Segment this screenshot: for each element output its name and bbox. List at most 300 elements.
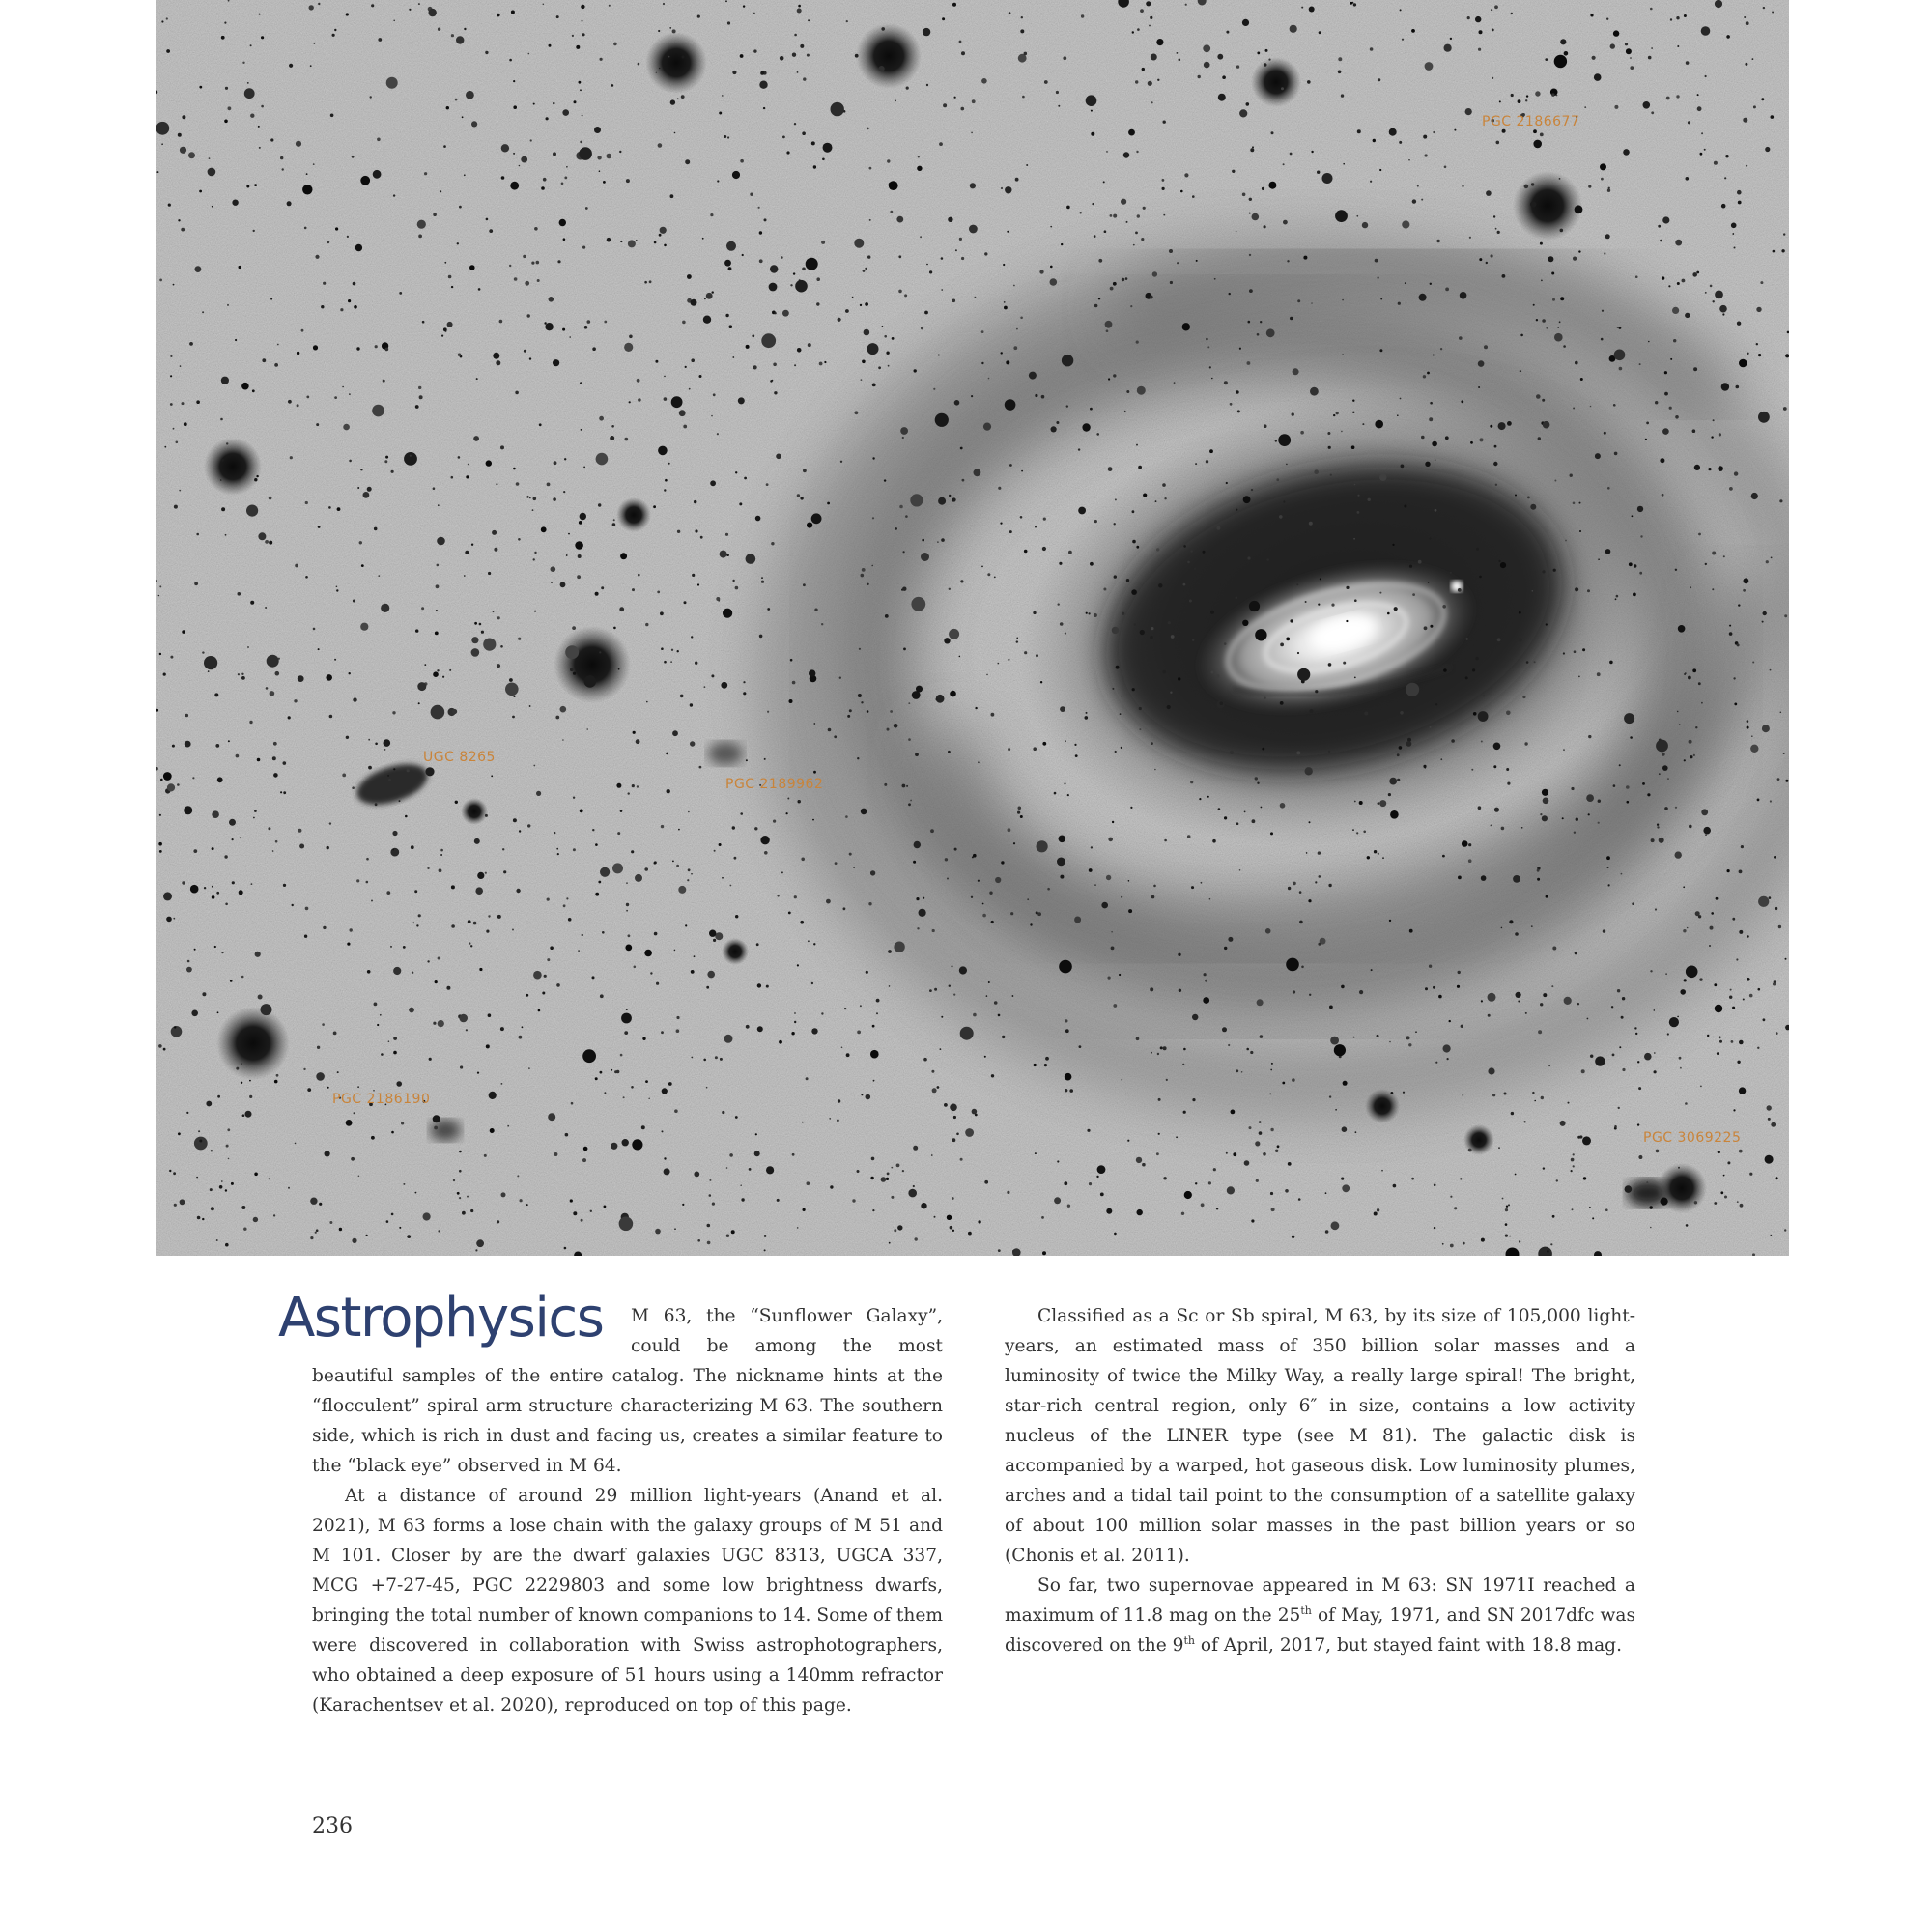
star — [759, 259, 763, 263]
star — [1327, 432, 1330, 435]
star — [1290, 153, 1293, 156]
star — [459, 206, 462, 209]
star — [974, 469, 981, 476]
star — [579, 81, 582, 84]
star — [1435, 509, 1437, 512]
star — [1719, 305, 1727, 313]
star — [1292, 412, 1294, 415]
star — [676, 1016, 679, 1019]
star — [625, 945, 632, 952]
star — [373, 170, 382, 179]
star — [662, 1130, 664, 1132]
star — [500, 445, 504, 449]
star — [227, 1128, 230, 1131]
star — [1378, 802, 1380, 805]
star — [1181, 1212, 1184, 1215]
star — [903, 648, 906, 651]
star — [1018, 807, 1022, 810]
star — [685, 924, 687, 926]
star — [1041, 1216, 1044, 1219]
star — [1236, 231, 1237, 233]
star — [548, 1113, 555, 1121]
star — [872, 1209, 874, 1211]
star — [1399, 746, 1403, 750]
star — [1747, 720, 1749, 723]
star — [1214, 278, 1216, 280]
star — [261, 1004, 272, 1015]
star — [342, 774, 346, 778]
star — [1192, 195, 1195, 198]
star — [1275, 440, 1277, 441]
star — [1715, 291, 1723, 299]
star — [1698, 682, 1701, 685]
star — [433, 671, 439, 677]
star — [486, 1044, 490, 1048]
star — [954, 848, 957, 851]
star — [947, 1215, 952, 1220]
star — [553, 497, 556, 501]
star — [1021, 16, 1023, 18]
star — [553, 359, 559, 366]
star — [579, 147, 592, 160]
star — [1721, 383, 1729, 390]
star — [1758, 896, 1769, 907]
star — [1355, 1131, 1357, 1133]
star — [797, 9, 802, 14]
star — [436, 610, 438, 611]
star — [1633, 593, 1636, 597]
star — [352, 156, 355, 158]
star — [1397, 414, 1399, 416]
star — [249, 1095, 252, 1098]
star — [740, 812, 743, 815]
star — [1156, 39, 1163, 45]
star — [1183, 611, 1186, 614]
star — [1271, 1063, 1273, 1065]
star — [386, 77, 398, 89]
star — [581, 1219, 583, 1222]
page-number: 236 — [312, 1814, 353, 1838]
star — [565, 645, 579, 659]
star — [256, 475, 258, 477]
star — [473, 436, 479, 441]
star — [1151, 895, 1155, 899]
star — [709, 930, 716, 937]
star — [1737, 190, 1742, 195]
star — [1248, 321, 1251, 324]
star — [1695, 911, 1700, 916]
star — [619, 1217, 634, 1232]
star — [1389, 778, 1397, 785]
star — [211, 1150, 213, 1151]
star — [438, 1020, 444, 1027]
star — [1672, 307, 1679, 314]
star — [1486, 262, 1488, 264]
star — [393, 20, 395, 22]
star — [846, 1053, 850, 1057]
star — [1089, 868, 1093, 872]
star — [1524, 742, 1527, 745]
star — [474, 838, 480, 844]
star — [1445, 436, 1449, 440]
star — [1573, 1165, 1575, 1167]
star — [682, 321, 686, 325]
star — [933, 388, 935, 390]
star — [1226, 1152, 1228, 1154]
star — [1774, 856, 1776, 859]
star — [1511, 1112, 1514, 1115]
star — [573, 672, 576, 675]
star — [519, 1036, 523, 1039]
star — [1475, 16, 1481, 22]
star — [401, 1122, 404, 1124]
star — [664, 661, 667, 664]
star — [1106, 1208, 1112, 1214]
star — [1243, 496, 1251, 503]
star — [1216, 674, 1219, 677]
star — [1729, 487, 1733, 491]
star — [1299, 891, 1302, 894]
star — [1758, 412, 1770, 423]
star — [1417, 185, 1419, 187]
star — [1192, 1098, 1195, 1101]
star — [1656, 1150, 1660, 1153]
star — [1731, 223, 1737, 229]
star — [934, 1216, 936, 1218]
star — [1705, 75, 1707, 77]
star — [1419, 294, 1427, 301]
star — [1578, 250, 1580, 252]
star — [415, 405, 419, 409]
star — [170, 403, 173, 406]
star — [261, 105, 264, 108]
star — [1382, 857, 1384, 859]
star — [760, 836, 769, 844]
star — [254, 478, 257, 481]
star — [1434, 1184, 1436, 1187]
star — [1643, 101, 1651, 109]
star — [1711, 436, 1713, 438]
star — [1270, 1192, 1273, 1195]
star — [288, 716, 291, 719]
star — [665, 479, 668, 482]
star — [1675, 807, 1677, 809]
star — [794, 895, 797, 898]
star — [724, 135, 726, 138]
star — [773, 363, 777, 367]
star — [173, 284, 175, 286]
star — [228, 106, 232, 110]
star — [1746, 21, 1749, 25]
star — [1634, 564, 1636, 567]
star — [1122, 612, 1124, 615]
star — [1003, 264, 1005, 266]
star — [829, 1118, 831, 1120]
star — [1164, 497, 1166, 499]
star — [1230, 751, 1234, 754]
star — [1430, 402, 1433, 405]
star — [306, 396, 309, 399]
star — [1665, 973, 1667, 975]
star — [690, 741, 695, 746]
star — [1548, 1065, 1550, 1067]
star — [211, 1207, 214, 1210]
star — [1041, 395, 1045, 399]
m63-deep-image — [156, 0, 1789, 1256]
star — [259, 14, 261, 15]
star — [337, 507, 341, 511]
star — [870, 1177, 873, 1179]
star — [650, 972, 652, 974]
star — [1573, 502, 1576, 505]
star — [913, 861, 916, 864]
star — [557, 260, 560, 263]
star — [1162, 187, 1165, 190]
star — [1644, 1053, 1652, 1061]
star — [676, 1029, 680, 1033]
star — [636, 739, 640, 744]
star — [767, 711, 769, 713]
star — [1502, 129, 1506, 133]
star — [738, 397, 745, 404]
star — [1105, 321, 1113, 328]
star — [328, 506, 331, 509]
star — [319, 1203, 322, 1206]
star — [961, 51, 965, 55]
star — [1310, 709, 1314, 713]
star — [1013, 285, 1015, 287]
star — [975, 1114, 978, 1117]
star — [764, 851, 768, 855]
star — [180, 147, 186, 154]
star — [1435, 1062, 1437, 1064]
star — [1589, 1207, 1591, 1208]
star — [427, 960, 429, 962]
star — [1683, 929, 1686, 932]
star — [1678, 1167, 1680, 1169]
star — [1774, 980, 1776, 983]
star — [1430, 726, 1432, 728]
star — [580, 810, 583, 813]
star — [735, 471, 737, 473]
star — [1732, 1007, 1735, 1009]
star — [582, 1049, 596, 1063]
star — [323, 926, 326, 929]
star — [1479, 576, 1482, 579]
star — [407, 1235, 411, 1238]
star — [1612, 1054, 1615, 1057]
star — [246, 185, 249, 188]
star — [732, 826, 735, 829]
star — [227, 304, 229, 306]
star — [813, 165, 816, 168]
star — [1756, 307, 1761, 312]
star — [1494, 5, 1498, 9]
star — [1747, 935, 1748, 937]
star — [1286, 464, 1288, 466]
star — [1551, 93, 1554, 96]
star — [1739, 930, 1743, 934]
star — [371, 900, 373, 902]
star — [1704, 149, 1706, 151]
star — [202, 992, 206, 996]
star — [1753, 105, 1756, 108]
star — [497, 664, 500, 668]
star — [786, 812, 788, 814]
star — [551, 582, 553, 583]
star — [1130, 807, 1132, 809]
star — [1521, 827, 1523, 829]
star — [1481, 741, 1483, 743]
star — [739, 502, 742, 505]
star — [1432, 441, 1437, 447]
star — [225, 1243, 229, 1247]
star — [1423, 135, 1427, 139]
star — [1781, 249, 1784, 252]
star — [163, 1048, 166, 1051]
star — [1492, 29, 1494, 32]
star — [392, 849, 394, 851]
star — [854, 239, 864, 248]
star — [797, 964, 799, 966]
star — [725, 0, 727, 2]
star — [1297, 652, 1299, 654]
star — [1650, 1227, 1652, 1229]
star — [409, 1008, 414, 1013]
star — [1698, 533, 1701, 536]
star — [732, 580, 734, 582]
star — [1690, 586, 1691, 588]
star — [672, 730, 678, 736]
star — [1126, 221, 1128, 223]
star — [1404, 505, 1406, 508]
star — [584, 326, 588, 329]
star — [1468, 843, 1471, 846]
star — [1203, 44, 1210, 52]
star — [1056, 91, 1059, 94]
star — [526, 1204, 528, 1206]
star — [806, 258, 818, 270]
star — [952, 1197, 954, 1200]
star — [184, 422, 187, 426]
star — [1442, 855, 1445, 858]
star — [1762, 724, 1770, 732]
star — [1128, 880, 1130, 882]
star — [468, 920, 471, 923]
star — [239, 266, 242, 269]
star — [940, 1048, 942, 1050]
star — [1201, 882, 1203, 884]
star — [1747, 353, 1748, 355]
star — [1685, 1102, 1688, 1105]
star — [1717, 1052, 1719, 1055]
star — [174, 505, 178, 509]
star — [1163, 1177, 1166, 1179]
star — [1338, 57, 1342, 61]
star — [1005, 399, 1016, 411]
star — [1433, 355, 1435, 356]
star — [325, 1151, 330, 1156]
star — [1389, 920, 1391, 922]
star — [347, 236, 349, 238]
star — [1196, 260, 1198, 262]
star — [568, 533, 570, 535]
star — [349, 460, 352, 463]
star — [691, 358, 695, 362]
star — [516, 889, 520, 893]
star — [664, 376, 666, 378]
star — [1519, 611, 1521, 614]
star — [1044, 1064, 1047, 1066]
star — [792, 1153, 795, 1156]
star — [1306, 852, 1308, 854]
star — [938, 497, 946, 505]
star — [956, 1133, 959, 1136]
star — [971, 132, 973, 134]
star — [1637, 506, 1643, 512]
star — [755, 1133, 757, 1135]
star — [159, 814, 161, 816]
star — [731, 1230, 735, 1234]
star — [1532, 1092, 1534, 1094]
star — [1750, 745, 1758, 753]
star — [254, 1173, 258, 1177]
star — [176, 441, 179, 444]
star — [1705, 292, 1707, 294]
star — [1353, 1037, 1355, 1038]
star — [194, 582, 198, 585]
star — [724, 1035, 733, 1043]
star — [857, 757, 859, 759]
star — [889, 985, 891, 987]
star — [1423, 765, 1426, 768]
star — [1239, 109, 1247, 117]
star — [1124, 411, 1126, 412]
star — [644, 281, 647, 284]
star — [159, 653, 161, 655]
star — [1301, 7, 1303, 9]
star — [1195, 463, 1197, 465]
star — [287, 201, 292, 206]
left-column — [312, 1301, 943, 1720]
star — [694, 500, 696, 503]
star — [209, 157, 211, 159]
galaxy-photo — [156, 0, 1789, 1256]
star — [1251, 489, 1253, 491]
star — [913, 1146, 918, 1151]
star — [425, 767, 434, 776]
star — [156, 122, 169, 135]
star — [721, 682, 727, 689]
star — [623, 1096, 625, 1098]
star — [1611, 1006, 1613, 1008]
star — [518, 538, 521, 541]
star — [1480, 438, 1484, 441]
star — [1541, 280, 1543, 282]
star — [1259, 1131, 1263, 1135]
star — [1375, 420, 1383, 429]
star — [1733, 1109, 1735, 1111]
star — [1767, 1105, 1772, 1110]
star — [1237, 410, 1240, 412]
star — [404, 452, 417, 466]
star — [159, 850, 162, 853]
star — [1765, 1155, 1774, 1164]
star — [659, 68, 661, 70]
star — [1136, 1037, 1140, 1041]
star — [777, 1199, 780, 1202]
star — [272, 850, 274, 852]
